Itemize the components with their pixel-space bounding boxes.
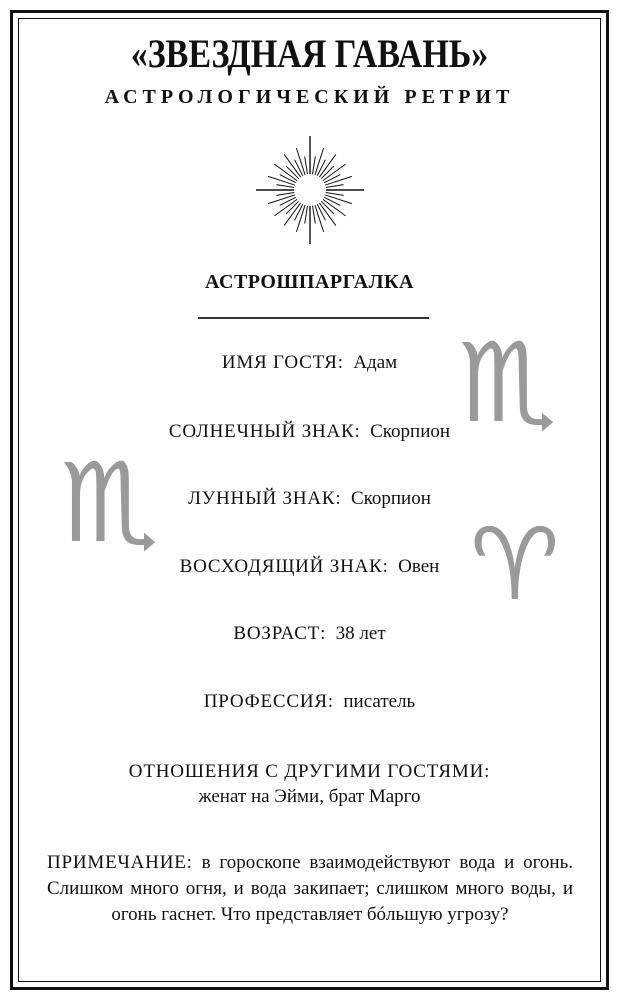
sun-ray (317, 160, 325, 176)
field-label: ПРОФЕССИЯ: (203, 691, 334, 712)
sun-ray (305, 206, 308, 224)
field-value: Овен (398, 556, 440, 577)
sun-ray (324, 175, 340, 183)
sun-ray (276, 185, 294, 188)
field-label: ЛУННЫЙ ЗНАК: (188, 488, 342, 509)
field-value: писатель (343, 691, 416, 712)
field-value: 38 лет (335, 623, 386, 644)
note (47, 850, 573, 928)
field-value: Скорпион (350, 488, 431, 509)
field-moon-sign (0, 488, 619, 510)
sun-ray (280, 175, 296, 183)
field-label: ОТНОШЕНИЯ С ДРУГИМИ ГОСТЯМИ: (128, 761, 491, 782)
scorpion-icon: ♏ (458, 319, 557, 447)
sun-ray (276, 193, 294, 196)
sun-ray (326, 185, 344, 188)
sun-ray (326, 193, 344, 196)
field-sun-sign (0, 421, 619, 443)
note-label: ПРИМЕЧАНИЕ: (47, 852, 193, 873)
field-value: Адам (353, 352, 398, 373)
field-label: ВОСХОДЯЩИЙ ЗНАК: (179, 556, 389, 577)
ram-icon: ♈ (470, 506, 560, 623)
note-text: в гороскопе взаимодействуют вода и огонь. Слишком много огня, и вода закипает; слишком много воды, и огонь гаснет. Что представляет бóльшую угрозу? (47, 852, 574, 925)
sun-ray (324, 197, 340, 205)
field-relations-value: женат на Эйми, брат Марго (198, 786, 421, 807)
field-label: СОЛНЕЧНЫЙ ЗНАК: (168, 421, 361, 442)
field-label: ИМЯ ГОСТЯ: (221, 352, 344, 373)
page-subtitle: АСТРОЛОГИЧЕСКИЙ РЕТРИТ (104, 86, 515, 108)
sun-ray (313, 206, 316, 224)
field-value: Скорпион (370, 421, 451, 442)
field-age (0, 623, 619, 645)
sun-ray (295, 204, 303, 220)
field-relations-label (0, 761, 619, 783)
sun-ray (280, 197, 296, 205)
sun-ray (313, 156, 316, 174)
sunburst-icon (254, 134, 366, 246)
sun-ray (317, 204, 325, 220)
field-rising-sign (0, 556, 619, 578)
field-label: ВОЗРАСТ: (233, 623, 327, 644)
page-title: «ЗВЕЗДНАЯ ГАВАНЬ» (130, 31, 489, 76)
field-profession (0, 691, 619, 713)
field-guest-name (0, 352, 619, 374)
sun-ray (305, 156, 308, 174)
scorpion-icon: ♏ (60, 439, 159, 567)
section-title: АСТРОШПАРГАЛКА (205, 271, 414, 293)
sun-ray (295, 160, 303, 176)
divider (198, 317, 429, 319)
